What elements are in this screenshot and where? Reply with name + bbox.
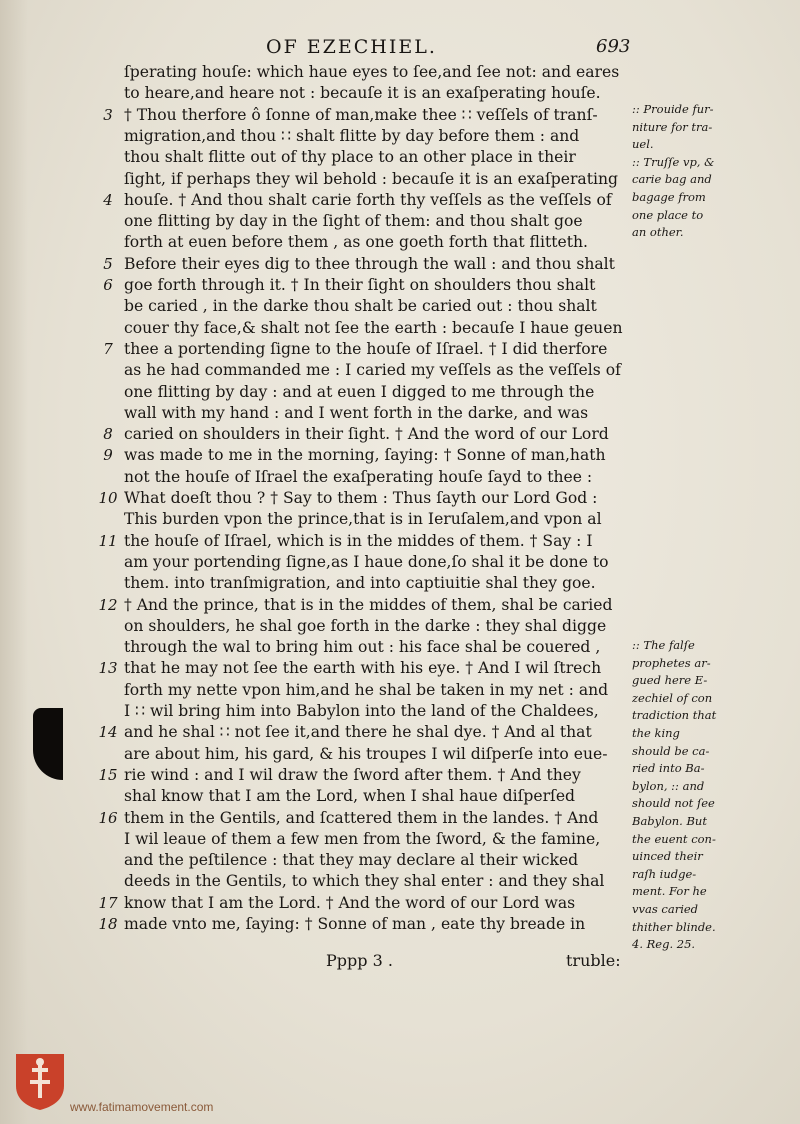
text-line: Before their eyes dig to thee through the wall : and thou shalt <box>124 254 615 273</box>
text-line: through the wal to bring him out : his face shal be couered , <box>124 638 601 657</box>
text-line: as he had commanded me : I caried my veſſels as the veſſels of <box>124 361 621 380</box>
text-line: the houſe of Iſrael, which is in the middes of them. † Say : I <box>124 531 593 550</box>
text-line: I ∷ wil bring him into Babylon into the land of the Chaldees, <box>124 702 599 720</box>
verse-number: 5 <box>103 254 113 273</box>
text-line: one flitting by day : and at euen I digged to me through the <box>124 382 595 401</box>
margin-note-line: should not ſee <box>632 796 715 811</box>
text-line: not the houſe of Iſrael the exaſperating houſe ſayd to thee : <box>124 467 593 486</box>
margin-note-line: an other. <box>632 225 684 240</box>
margin-note-line: tradiction that <box>632 708 717 723</box>
text-line: wall with my hand : and I went forth in the darke, and was <box>124 403 589 422</box>
text-line: am your portending ſigne,as I haue done,ſo shal it be done to <box>124 552 609 571</box>
verse-number: 3 <box>103 105 113 124</box>
verse-number: 16 <box>98 808 118 827</box>
margin-note-line: carie bag and <box>632 172 712 187</box>
text-line: thee a portending ſigne to the houſe of Iſrael. † I did therfore <box>124 339 608 358</box>
watermark-url[interactable]: www.fatimamovement.com <box>70 1100 214 1114</box>
verse-number: 4 <box>103 190 113 209</box>
margin-note-line: one place to <box>632 207 704 222</box>
text-line: I wil leaue of them a few men from the ſword, & the famine, <box>124 829 601 848</box>
margin-note-line: ment. For he <box>632 884 707 899</box>
text-line: ſight, if perhaps they wil behold : becauſe it is an exaſperating <box>124 169 619 188</box>
verse-number: 8 <box>103 425 113 444</box>
margin-note-line: Babylon. But <box>632 814 707 828</box>
text-line: made vnto me, ſaying: † Sonne of man , eate thy breade in <box>124 915 586 933</box>
margin-note-line: raſh iudge- <box>632 866 697 881</box>
text-line: them. into tranſmigration, and into captiuitie shal they goe. <box>124 574 596 593</box>
text-line: forth at euen before them , as one goeth forth that flitteth. <box>124 233 588 252</box>
text-line: caried on shoulders in their ſight. † And the word of our Lord <box>124 425 609 444</box>
page-number: 693 <box>596 36 631 57</box>
margin-note-line: uel. <box>632 137 654 152</box>
text-line: houſe. † And thou shalt carie forth thy veſſels as the veſſels of <box>124 190 612 209</box>
binding-shadow-mark <box>33 708 63 780</box>
verse-number: 18 <box>98 915 118 933</box>
margin-note-line: bylon, :: and <box>632 778 705 793</box>
text-line: that he may not ſee the earth with his eye. † And I wil ſtrech <box>124 659 602 678</box>
text-line: forth my nette vpon him,and he shal be taken in my net : and <box>124 680 609 699</box>
catchword: truble: <box>566 951 621 970</box>
text-line: and he shal ∷ not ſee it,and there he shal dye. † And al that <box>124 723 592 742</box>
text-line: This burden vpon the prince,that is in Ieruſalem,and vpon al <box>124 510 602 529</box>
margin-note-line: 4. Reg. 25. <box>632 937 696 952</box>
text-line: be caried , in the darke thou shalt be caried out : thou shalt <box>124 297 597 316</box>
margin-note-line: gued here E- <box>632 673 708 688</box>
verse-number: 17 <box>98 893 118 912</box>
margin-note-line: prophetes ar- <box>632 655 711 670</box>
verse-number: 14 <box>98 723 118 742</box>
text-line: † Thou therfore ô ſonne of man,make thee ∷ veſſels of tranſ- <box>124 105 598 124</box>
margin-note-line: the euent con- <box>632 831 716 846</box>
text-line: on shoulders, he shal goe forth in the darke : they shal digge <box>124 616 607 635</box>
verse-number: 7 <box>103 339 113 358</box>
margin-note-line: ried into Ba- <box>632 761 705 776</box>
margin-note-line: should be ca- <box>632 743 710 758</box>
text-line: to heare,and heare not : becauſe it is an exaſperating houſe. <box>124 84 601 103</box>
margin-note-line: uinced their <box>632 849 703 864</box>
margin-note-line: thither blinde. <box>632 919 716 934</box>
text-line: are about him, his gard, & his troupes I wil diſperſe into eue- <box>124 744 608 763</box>
text-line: and the peſtilence : that they may declare al their wicked <box>124 851 579 870</box>
margin-note-line: niture for tra- <box>632 119 713 134</box>
text-line: † And the prince, that is in the middes of them, shal be caried <box>124 595 613 614</box>
verse-number: 13 <box>98 659 118 678</box>
verse-number: 15 <box>98 765 118 784</box>
text-line: was made to me in the morning, ſaying: † Sonne of man,hath <box>124 446 606 465</box>
text-line: What doeſt thou ? † Say to them : Thus ſayth our Lord God : <box>124 489 598 507</box>
text-line: shal know that I am the Lord, when I shal haue diſperſed <box>124 787 576 806</box>
shield-logo-icon <box>14 1052 66 1112</box>
margin-note-line: zechiel of con <box>632 690 713 705</box>
text-line: deeds in the Gentils, to which they shal enter : and they shal <box>124 872 605 891</box>
margin-note-line: bagage from <box>632 190 706 204</box>
text-line: one flitting by day in the ſight of them: and thou shalt goe <box>124 212 583 231</box>
text-line: migration,and thou ∷ shalt flitte by day before them : and <box>124 126 580 145</box>
margin-note-line: the king <box>632 726 680 740</box>
running-head-title: OF EZECHIEL. <box>266 36 437 58</box>
margin-note-line: :: Truſſe vp, & <box>632 154 715 169</box>
text-line: know that I am the Lord. † And the word of our Lord was <box>124 893 576 912</box>
margin-note-line: :: The falſe <box>632 638 695 652</box>
verse-number: 11 <box>98 531 118 550</box>
text-line: thou shalt flitte out of thy place to an other place in their <box>124 148 576 167</box>
margin-note-line: vvas caried <box>632 902 699 916</box>
text-line: ſperating houſe: which haue eyes to ſee,and ſee not: and eares <box>124 63 620 81</box>
gutter-shadow <box>0 0 28 1124</box>
text-line: rie wind : and I wil draw the ſword after them. † And they <box>124 765 581 784</box>
signature-mark: Pppp 3 . <box>326 951 393 970</box>
verse-number: 6 <box>103 276 113 294</box>
margin-note-line: :: Prouide fur- <box>632 102 714 116</box>
running-head <box>0 36 800 60</box>
text-line: them in the Gentils, and ſcattered them in the landes. † And <box>124 808 599 827</box>
text-line: couer thy face,& shalt not ſee the earth : becauſe I haue geuen <box>124 318 623 337</box>
text-line: goe forth through it. † In their ſight on shoulders thou shalt <box>124 276 596 294</box>
verse-number: 12 <box>98 595 118 614</box>
verse-number: 10 <box>98 489 118 507</box>
verse-number: 9 <box>103 446 113 465</box>
